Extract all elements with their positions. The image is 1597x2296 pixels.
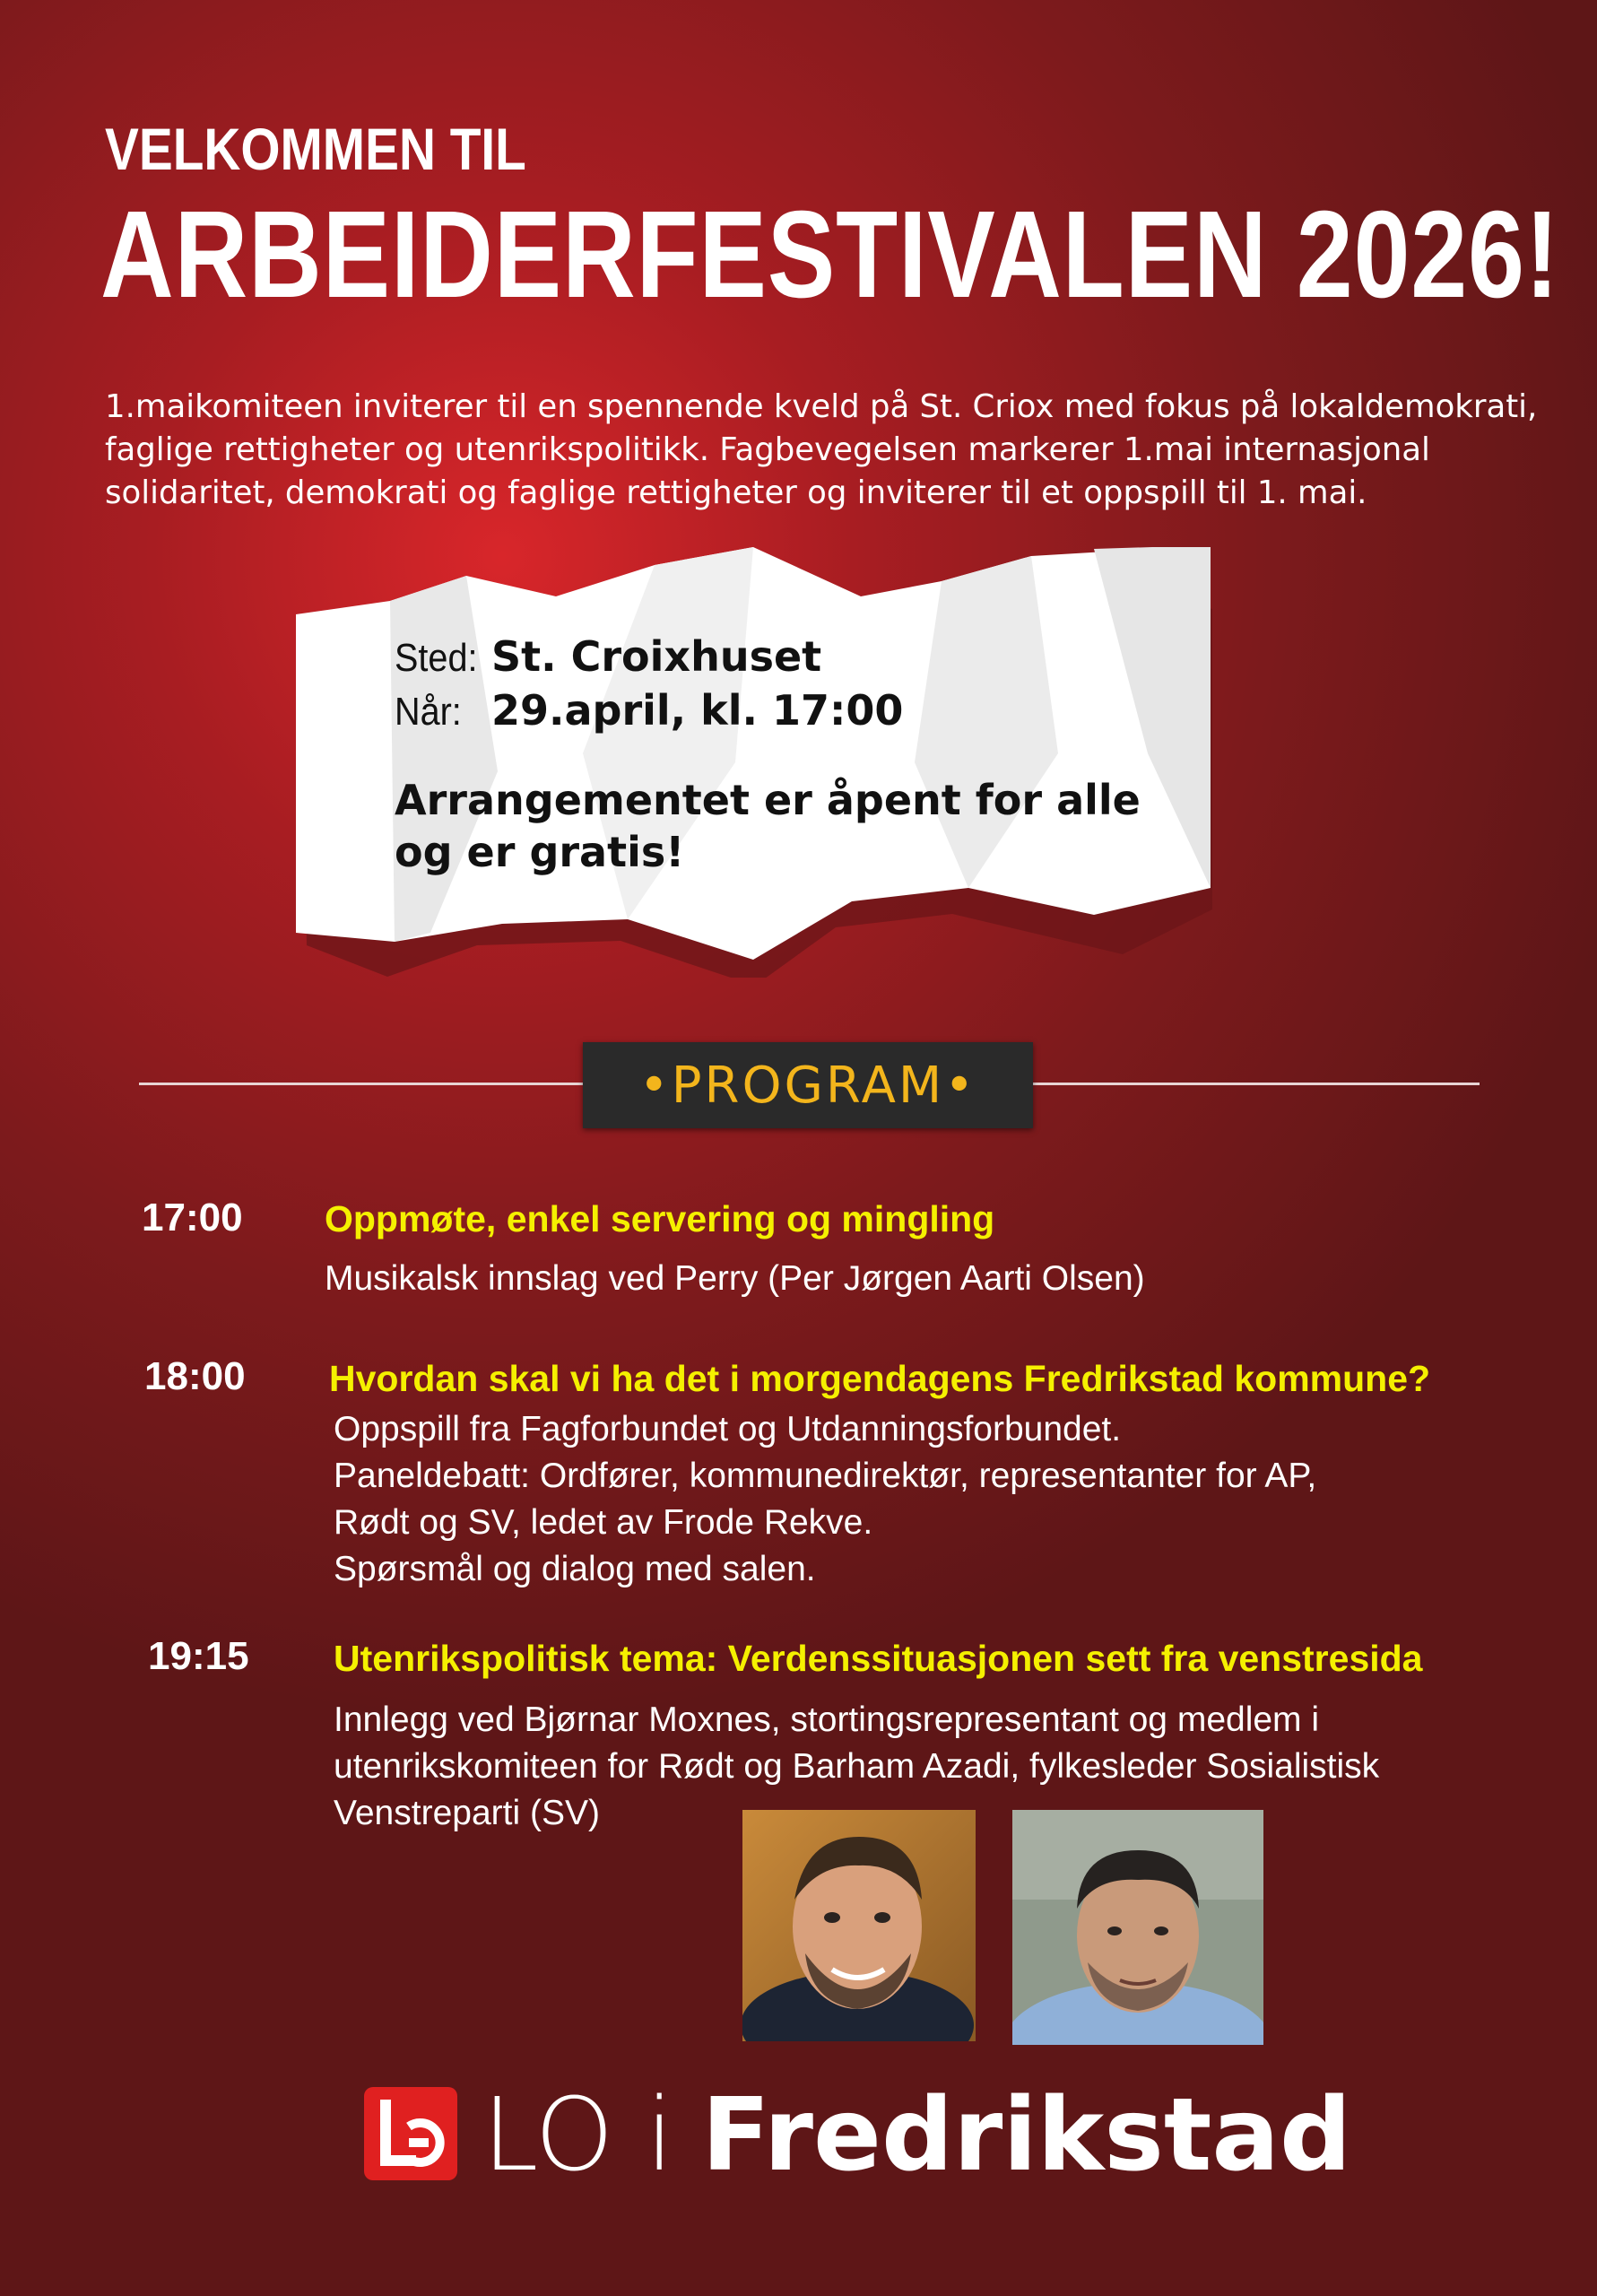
program-time-1: 17:00 [142, 1196, 243, 1239]
lo-logo-icon [364, 2087, 457, 2180]
event-info [395, 632, 1202, 878]
heading-welcome: VELKOMMEN TIL [105, 116, 526, 182]
logo-city: Fredrikstad [701, 2077, 1352, 2194]
logo-prefix: LO i [482, 2077, 674, 2194]
place-value: St. Croixhuset [491, 632, 822, 681]
when-label: Når: [395, 690, 462, 734]
program-description-2: Oppspill fra Fagforbundet og Utdanningsforbundet. Paneldebatt: Ordfører, kommunedirektør, representanter for AP, Rødt og SV, ledet av Frode Rekve. Spørsmål og dialog med salen. [334, 1410, 1317, 1588]
program-title-1: Oppmøte, enkel servering og mingling [325, 1198, 995, 1239]
info-when-row [395, 686, 1202, 740]
speaker-photo-1 [742, 1810, 976, 2041]
divider-left [139, 1083, 587, 1085]
lo-logo-wordmark [482, 2077, 1351, 2194]
info-place-row [395, 632, 1202, 686]
program-heading: •PROGRAM• [638, 1056, 977, 1115]
program-time-2: 18:00 [144, 1354, 246, 1398]
divider-right [1031, 1083, 1480, 1085]
intro-paragraph: 1.maikomiteen inviterer til en spennende kveld på St. Criox med fokus på lokaldemokrati, faglige rettigheter og utenrikspolitikk. Fagbevegelsen markerer 1.mai internasjonal solidaritet, demokrati og faglige rettigheter og inviterer til et oppspill til 1. mai. [105, 388, 1538, 511]
program-title-3: Utenrikspolitisk tema: Verdenssituasjonen sett fra venstresida [334, 1638, 1423, 1679]
info-note: Arrangementet er åpent for alle og er gratis! [395, 776, 1141, 876]
program-time-3: 19:15 [148, 1634, 249, 1678]
when-value: 29.april, kl. 17:00 [491, 686, 904, 735]
place-label: Sted: [395, 636, 478, 680]
speaker-photo-2 [1012, 1810, 1263, 2045]
program-description-3: Innlegg ved Bjørnar Moxnes, stortingsrepresentant og medlem i utenrikskomiteen for Rødt og Barham Azadi, fylkesleder Sosialistisk Venstreparti (SV) [334, 1700, 1380, 1832]
program-heading-box [583, 1042, 1033, 1128]
heading-festival-title: ARBEIDERFESTIVALEN 2026! [100, 186, 1560, 324]
program-description-1: Musikalsk innslag ved Perry (Per Jørgen Aarti Olsen) [325, 1259, 1145, 1298]
program-title-2: Hvordan skal vi ha det i morgendagens Fredrikstad kommune? [329, 1358, 1431, 1399]
